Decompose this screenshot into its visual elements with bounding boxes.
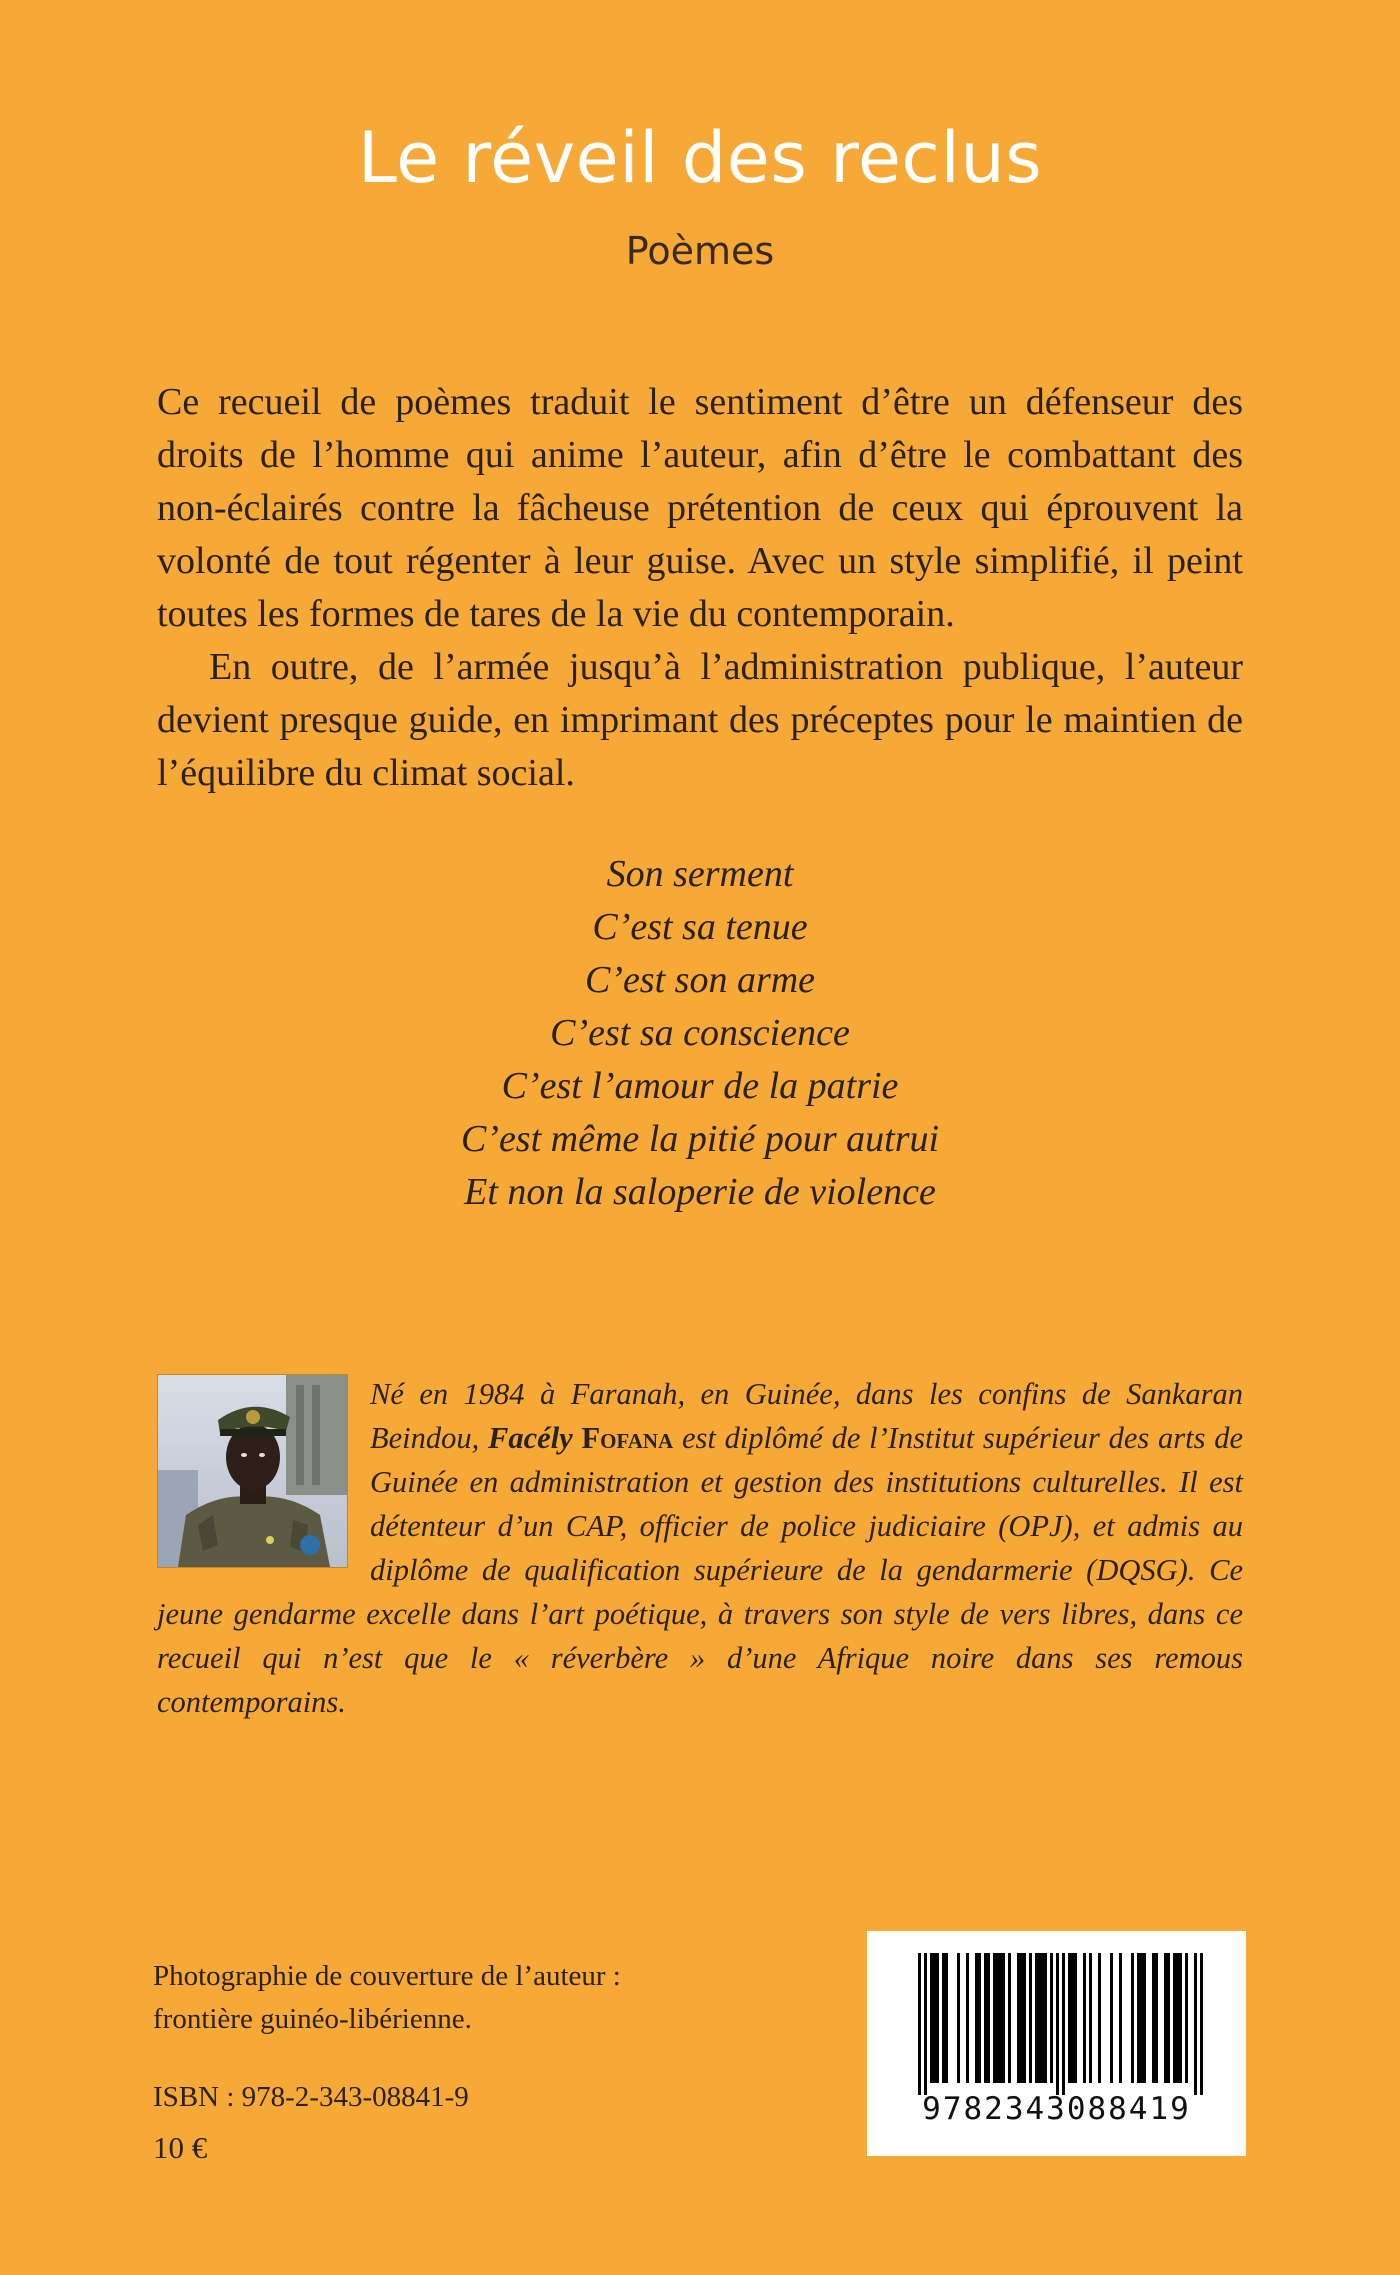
book-title: Le réveil des reclus bbox=[357, 117, 1043, 199]
barcode-bar bbox=[1152, 1953, 1155, 2083]
barcode-bar bbox=[1008, 1953, 1011, 2083]
barcode-bar bbox=[1056, 1953, 1059, 2095]
barcode-bar bbox=[1074, 1953, 1077, 2083]
barcode-bar bbox=[1071, 1953, 1074, 2083]
poem-line: C’est l’amour de la patrie bbox=[501, 1065, 899, 1107]
barcode-digits: 9782343088419 bbox=[922, 2091, 1191, 2127]
poem-line: C’est sa tenue bbox=[592, 906, 808, 948]
barcode-bar bbox=[1143, 1953, 1146, 2083]
photo-credit-line: frontière guinéo-libérienne. bbox=[153, 2003, 472, 2035]
photo-credit bbox=[153, 1955, 713, 2041]
poem-line: Son serment bbox=[606, 853, 794, 895]
barcode-bar bbox=[933, 1953, 936, 2083]
poem-line: C’est son arme bbox=[584, 959, 816, 1001]
barcode-bar bbox=[1068, 1953, 1071, 2083]
blurb-paragraph: Ce recueil de poèmes traduit le sentiment d’être un défenseur des droits de l’homme qui anime l’auteur, afin d’être le combattant des non-éclairés contre la fâcheuse prétention de ceux qui éprouvent la volonté de tout régenter à leur guise. Avec un style simplifié, il peint toutes les formes de tares de la vie du contemporain. bbox=[157, 381, 1243, 635]
barcode-bar bbox=[1098, 1953, 1101, 2083]
barcode-bar bbox=[957, 1953, 960, 2083]
barcode-bar bbox=[1089, 1953, 1092, 2083]
barcode-bar bbox=[1050, 1953, 1053, 2083]
barcode-bar bbox=[1035, 1953, 1038, 2083]
barcode-bar bbox=[924, 1953, 927, 2095]
barcode-bar bbox=[1017, 1953, 1020, 2083]
barcode-bar bbox=[978, 1953, 981, 2083]
price-text: 10 € bbox=[153, 2130, 208, 2165]
barcode-bar bbox=[1029, 1953, 1032, 2083]
barcode-bar bbox=[975, 1953, 978, 2083]
barcode-bar bbox=[1038, 1953, 1041, 2083]
barcode-bar bbox=[945, 1953, 948, 2083]
barcode-bar bbox=[1044, 1953, 1047, 2083]
author-bio bbox=[157, 1372, 1243, 1724]
barcode-bar bbox=[930, 1953, 933, 2083]
back-cover-blurb bbox=[157, 376, 1243, 800]
poem-line: C’est même la pitié pour autrui bbox=[460, 1118, 940, 1160]
barcode-bar bbox=[942, 1953, 945, 2083]
barcode-bar bbox=[1176, 1953, 1179, 2083]
barcode-bar bbox=[1179, 1953, 1182, 2083]
barcode-bar bbox=[1167, 1953, 1170, 2083]
barcode-bar bbox=[1002, 1953, 1005, 2083]
barcode bbox=[867, 1931, 1246, 2156]
barcode-bar bbox=[1023, 1953, 1026, 2083]
blurb-paragraph: En outre, de l’armée jusqu’à l’administration publique, l’auteur devient presque guide, en imprimant des préceptes pour le maintien de l’équilibre du climat social. bbox=[157, 646, 1243, 794]
bio-text-before: Né en 1984 à Faranah, en Guinée, dans les confins de Sankaran Beindou, bbox=[370, 1377, 1243, 1455]
barcode-bar bbox=[1110, 1953, 1113, 2083]
barcode-bar bbox=[987, 1953, 990, 2083]
poem-line: C’est sa conscience bbox=[550, 1012, 850, 1054]
barcode-bar bbox=[1131, 1953, 1134, 2083]
barcode-bar bbox=[1185, 1953, 1188, 2083]
barcode-bar bbox=[1140, 1953, 1143, 2083]
barcode-bar bbox=[966, 1953, 969, 2083]
barcode-bar bbox=[1062, 1953, 1065, 2095]
author-photo bbox=[157, 1374, 348, 1568]
barcode-bar bbox=[984, 1953, 987, 2083]
author-first-name: Facély bbox=[488, 1421, 573, 1455]
barcode-bar bbox=[1155, 1953, 1158, 2083]
barcode-bar bbox=[993, 1953, 996, 2083]
poem-line: Et non la saloperie de violence bbox=[464, 1171, 936, 1213]
barcode-bar bbox=[1137, 1953, 1140, 2083]
author-last-name: Fofana bbox=[581, 1421, 674, 1455]
barcode-bar bbox=[1020, 1953, 1023, 2083]
barcode-bar bbox=[1083, 1953, 1086, 2083]
barcode-bar bbox=[1164, 1953, 1167, 2083]
barcode-bar bbox=[1200, 1953, 1203, 2095]
barcode-bar bbox=[918, 1953, 921, 2095]
barcode-bar bbox=[1119, 1953, 1122, 2083]
photo-credit-line: Photographie de couverture de l’auteur : bbox=[153, 1960, 621, 1992]
bio-text-after: est diplômé de l’Institut supérieur des arts de Guinée en administration et gestion des institutions culturelles. Il est détenteur d’un CAP, officier de police judiciaire (OPJ), et admis au diplôme de qualification supérieure de la gendarmerie (DQSG). Ce jeune gendarme excelle dans l’art poétique, à travers son style de vers libres, dans ce recueil qui n’est que le « réverbère » d’une Afrique noire dans ses remous contemporains. bbox=[157, 1421, 1243, 1719]
barcode-bar bbox=[936, 1953, 939, 2083]
book-subtitle: Poèmes bbox=[625, 229, 775, 273]
barcode-bar bbox=[1173, 1953, 1176, 2083]
poem-excerpt bbox=[0, 848, 1400, 1219]
barcode-bar bbox=[1194, 1953, 1197, 2095]
barcode-bar bbox=[1041, 1953, 1044, 2083]
isbn-text: ISBN : 978-2-343-08841-9 bbox=[153, 2081, 469, 2113]
barcode-bar bbox=[996, 1953, 999, 2083]
barcode-bar bbox=[999, 1953, 1002, 2083]
